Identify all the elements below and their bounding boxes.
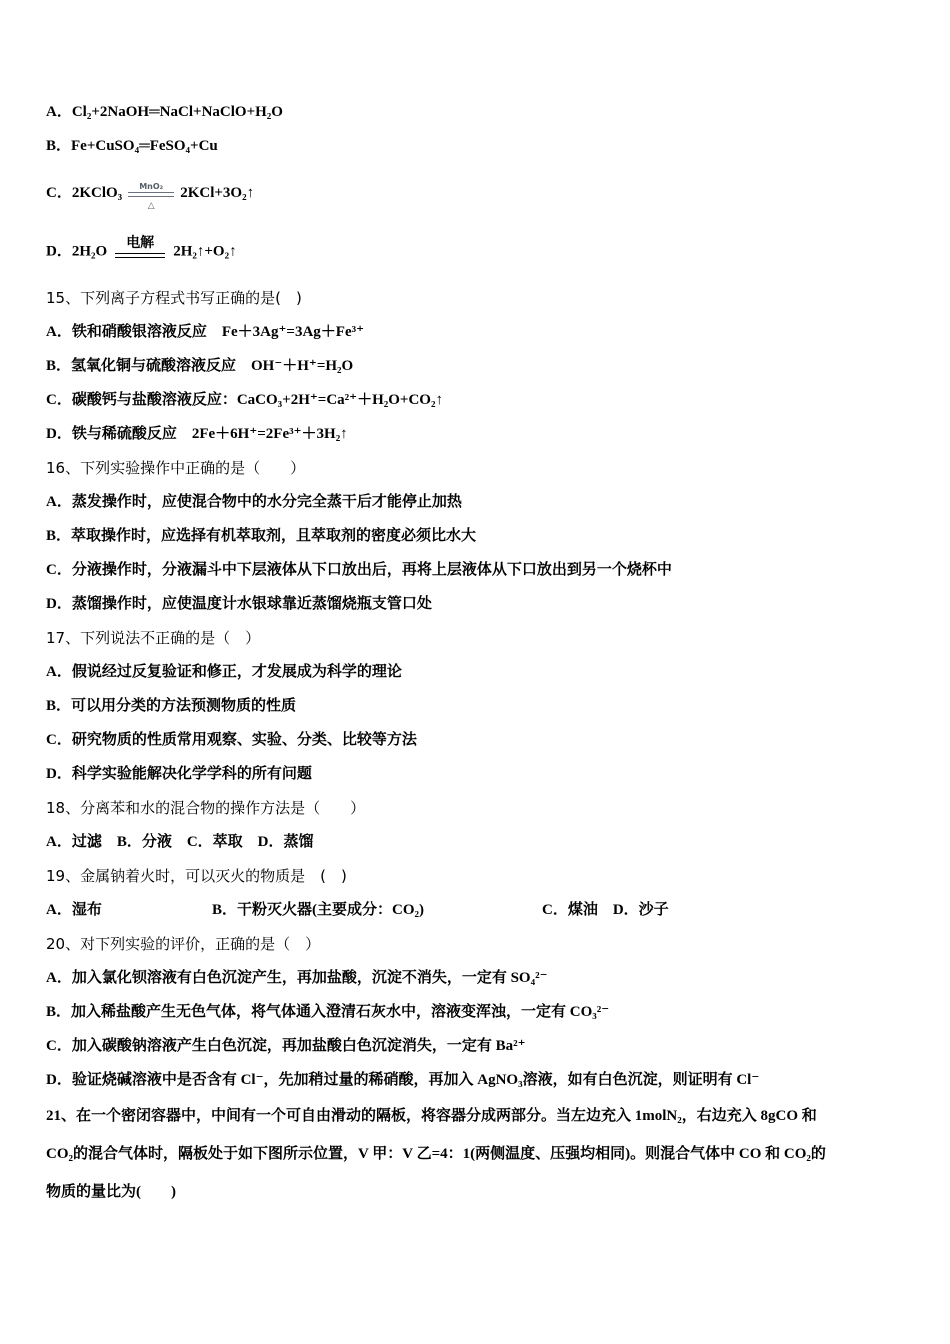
q21-line-2: CO₂的混合气体时，隔板处于如下图所示位置，V 甲：V 乙=4：1(两侧温度、压强均相同)。则混合气体中 CO 和 CO₂的 — [46, 1146, 826, 1162]
q14-option-d — [46, 235, 237, 263]
q20-stem: 20、对下列实验的评价，正确的是（ ） — [46, 935, 321, 953]
q14-option-c — [46, 181, 255, 210]
q19-option-b: B．干粉灭火器(主要成分：CO₂) — [212, 902, 424, 918]
q17-option-a: A．假说经过反复验证和修正，才发展成为科学的理论 — [46, 664, 402, 680]
heat-symbol: △ — [147, 199, 155, 210]
option-label: C． — [46, 185, 72, 201]
q15-option-d: D．铁与稀硫酸反应 2Fe＋6H⁺=2Fe³⁺＋3H₂↑ — [46, 426, 348, 442]
q16-option-c: C．分液操作时，分液漏斗中下层液体从下口放出后，再将上层液体从下口放出到另一个烧杯中 — [46, 562, 672, 578]
option-label: D． — [46, 243, 72, 260]
q14-option-a — [46, 102, 283, 122]
q15-option-a: A．铁和硝酸银溶液反应 Fe＋3Ag⁺=3Ag＋Fe³⁺ — [46, 324, 365, 340]
electrolysis-label: 电解 — [126, 235, 155, 251]
q16-stem: 16、下列实验操作中正确的是（ ） — [46, 459, 306, 477]
option-label: A． — [46, 104, 72, 120]
q15-option-c: C．碳酸钙与盐酸溶液反应：CaCO₃+2H⁺=Ca²⁺＋H₂O+CO₂↑ — [46, 392, 443, 408]
equation-left: 2KClO₃ — [71, 185, 123, 201]
q20-option-c: C．加入碳酸钠溶液产生白色沉淀，再加盐酸白色沉淀消失，一定有 Ba²⁺ — [46, 1038, 526, 1054]
q15-option-b: B．氢氧化铜与硫酸溶液反应 OH⁻＋H⁺=H₂O — [46, 358, 354, 374]
equation-right: 2H₂↑+O₂↑ — [173, 243, 237, 260]
q21-line-1: 21、在一个密闭容器中，中间有一个可自由滑动的隔板，将容器分成两部分。当左边充入 1molN₂，右边充入 8gCO 和 — [46, 1108, 817, 1124]
q19-option-a: A．湿布 — [46, 902, 102, 918]
equation-right: 2KCl+3O₂↑ — [180, 185, 255, 201]
q15-stem: 15、下列离子方程式书写正确的是( ) — [46, 289, 302, 307]
q17-stem: 17、下列说法不正确的是（ ） — [46, 629, 261, 647]
q20-option-a: A．加入氯化钡溶液有白色沉淀产生，再加盐酸，沉淀不消失，一定有 SO₄²⁻ — [46, 970, 548, 986]
q16-option-b: B．萃取操作时，应选择有机萃取剂，且萃取剂的密度必须比水大 — [46, 528, 477, 544]
q18-options: A．过滤 B．分液 C．萃取 D．蒸馏 — [46, 834, 314, 850]
catalyst-label: MnO₂ — [139, 181, 164, 191]
q16-option-a: A．蒸发操作时，应使混合物中的水分完全蒸干后才能停止加热 — [46, 494, 462, 510]
q17-option-c: C．研究物质的性质常用观察、实验、分类、比较等方法 — [46, 732, 417, 748]
q19-stem: 19、金属钠着火时，可以灭火的物质是 ( ) — [46, 867, 347, 885]
option-label: B． — [46, 138, 72, 154]
q14-option-b — [46, 136, 218, 156]
q20-option-b: B．加入稀盐酸产生无色气体，将气体通入澄清石灰水中，溶液变浑浊，一定有 CO₃²⁻ — [46, 1004, 610, 1020]
q19-option-cd: C．煤油 D．沙子 — [542, 902, 669, 918]
q16-option-d: D．蒸馏操作时，应使温度计水银球靠近蒸馏烧瓶支管口处 — [46, 596, 432, 612]
equation-text: Fe+CuSO₄═FeSO₄+Cu — [71, 138, 218, 154]
equals-bar — [115, 253, 165, 258]
q17-option-d: D．科学实验能解决化学学科的所有问题 — [46, 766, 312, 782]
equation-text: Cl₂+2NaOH═NaCl+NaClO+H₂O — [71, 104, 283, 120]
q21-line-3: 物质的量比为( ) — [46, 1184, 176, 1200]
q18-stem: 18、分离苯和水的混合物的操作方法是（ ） — [46, 799, 366, 817]
reaction-condition-mno2-heat — [126, 181, 176, 210]
q20-option-d: D．验证烧碱溶液中是否含有 Cl⁻，先加稍过量的稀硝酸，再加入 AgNO₃溶液，如有白色沉淀，则证明有 Cl⁻ — [46, 1072, 760, 1088]
equation-left: 2H₂O — [71, 243, 108, 260]
q17-option-b: B．可以用分类的方法预测物质的性质 — [46, 698, 297, 714]
reaction-condition-electrolysis — [113, 235, 167, 263]
